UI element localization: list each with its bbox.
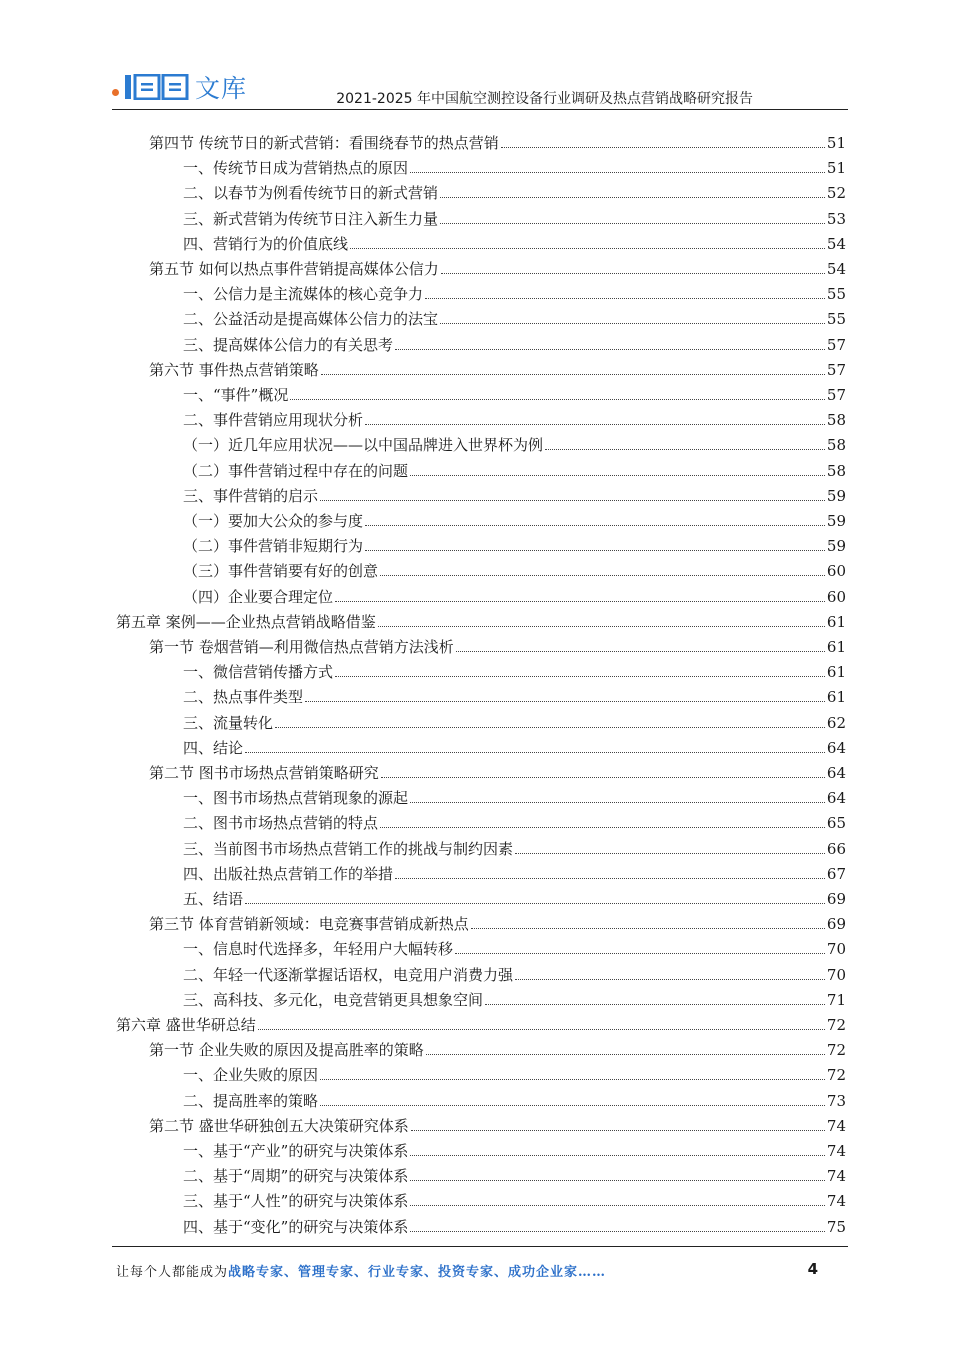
toc-entry[interactable]	[183, 858, 846, 883]
toc-leader-dots	[410, 1155, 825, 1156]
toc-entry-page: 66	[826, 839, 846, 858]
toc-entry[interactable]	[183, 581, 846, 606]
toc-entry[interactable]	[149, 354, 846, 379]
toc-leader-dots	[305, 701, 825, 702]
toc-entry[interactable]	[183, 1185, 846, 1210]
toc-leader-dots	[410, 1180, 825, 1181]
toc-leader-dots	[410, 475, 825, 476]
footer-slogan-prefix: 让每个人都能成为	[116, 1265, 229, 1280]
toc-entry[interactable]	[149, 1110, 846, 1135]
toc-entry-title: 三、事件营销的启示	[183, 486, 319, 505]
toc-entry[interactable]	[183, 782, 846, 807]
document-title: 2021-2025 年中国航空测控设备行业调研及热点营销战略研究报告	[336, 91, 753, 107]
toc-leader-dots	[381, 777, 825, 778]
toc-leader-dots	[350, 248, 825, 249]
toc-entry-page: 55	[826, 285, 846, 304]
toc-leader-dots	[378, 626, 825, 627]
footer-slogan-highlight: 战略专家、管理专家、行业专家、投资专家、成功企业家……	[228, 1265, 607, 1280]
toc-entry-page: 70	[826, 965, 846, 984]
toc-entry[interactable]	[116, 1009, 846, 1034]
toc-entry-page: 64	[826, 789, 846, 808]
toc-entry-title: 第一节 卷烟营销—利用微信热点营销方法浅析	[149, 638, 454, 656]
toc-entry-page: 59	[826, 486, 846, 505]
toc-entry[interactable]	[183, 329, 846, 354]
toc-entry-title: 三、提高媒体公信力的有关思考	[183, 335, 394, 354]
toc-entry[interactable]	[183, 984, 846, 1009]
toc-leader-dots	[380, 827, 825, 828]
toc-entry-title: 一、图书市场热点营销现象的源起	[183, 789, 409, 808]
toc-entry-page: 71	[826, 990, 846, 1009]
toc-entry-title: 第五节 如何以热点事件营销提高媒体公信力	[149, 260, 439, 278]
toc-leader-dots	[245, 752, 825, 753]
toc-entry[interactable]	[183, 404, 846, 429]
toc-leader-dots	[380, 575, 825, 576]
toc-entry-page: 54	[826, 234, 846, 253]
toc-entry-page: 62	[826, 713, 846, 732]
toc-leader-dots	[320, 500, 825, 501]
toc-leader-dots	[515, 853, 825, 854]
toc-entry-page: 65	[826, 814, 846, 833]
toc-entry-page: 61	[826, 638, 846, 656]
logo-mark-icon	[125, 74, 189, 100]
toc-entry-page: 59	[826, 512, 846, 530]
toc-entry-title: 四、结论	[183, 738, 244, 757]
toc-entry-page: 57	[826, 360, 846, 379]
toc-entry-page: 53	[826, 209, 846, 228]
toc-entry-page: 64	[826, 738, 846, 757]
toc-leader-dots	[365, 550, 825, 551]
toc-entry[interactable]	[149, 1034, 846, 1059]
toc-entry-title: （二）事件营销过程中存在的问题	[183, 461, 409, 480]
toc-leader-dots	[410, 802, 825, 803]
toc-entry[interactable]	[149, 253, 846, 278]
toc-leader-dots	[440, 223, 825, 224]
toc-entry-title: 一、传统节日成为营销热点的原因	[183, 159, 409, 178]
toc-leader-dots	[365, 525, 825, 526]
toc-entry-page: 51	[826, 159, 846, 178]
toc-entry[interactable]	[183, 379, 846, 404]
toc-entry-page: 75	[826, 1217, 846, 1236]
toc-entry-title: （三）事件营销要有好的创意	[183, 562, 379, 581]
toc-leader-dots	[471, 928, 825, 929]
toc-entry-title: 五、结语	[183, 890, 244, 908]
toc-leader-dots	[395, 349, 825, 350]
toc-entry[interactable]	[183, 1160, 846, 1185]
toc-entry-title: 三、基于“人性”的研究与决策体系	[183, 1192, 409, 1211]
toc-entry-title: 四、基于“变化”的研究与决策体系	[183, 1217, 409, 1236]
toc-leader-dots	[440, 197, 825, 198]
toc-entry[interactable]	[149, 757, 846, 782]
toc-entry-title: 二、基于“周期”的研究与决策体系	[183, 1167, 409, 1186]
toc-entry-page: 74	[826, 1142, 846, 1160]
toc-entry-title: （一）要加大公众的参与度	[183, 512, 364, 530]
toc-entry-page: 74	[826, 1167, 846, 1186]
toc-entry[interactable]	[183, 1059, 846, 1084]
toc-entry-page: 60	[826, 562, 846, 581]
toc-entry[interactable]	[116, 606, 846, 631]
header-divider	[112, 109, 848, 110]
toc-leader-dots	[545, 449, 825, 450]
toc-entry-title: 第六章 盛世华研总结	[116, 1016, 256, 1034]
toc-entry-title: 三、流量转化	[183, 713, 274, 732]
toc-entry-title: 三、高科技、多元化，电竞营销更具想象空间	[183, 990, 484, 1009]
toc-entry-title: 二、提高胜率的策略	[183, 1091, 319, 1110]
toc-entry-page: 58	[826, 461, 846, 480]
toc-entry-title: 二、事件营销应用现状分析	[183, 411, 364, 430]
toc-leader-dots	[455, 953, 825, 954]
toc-entry-title: 三、当前图书市场热点营销工作的挑战与制约因素	[183, 839, 514, 858]
toc-entry[interactable]	[183, 707, 846, 732]
toc-entry[interactable]	[183, 681, 846, 706]
page-number: 4	[807, 1260, 818, 1278]
toc-entry-page: 61	[826, 663, 846, 682]
toc-entry-title: 第三节 体育营销新领域：电竞赛事营销成新热点	[149, 915, 469, 934]
toc-leader-dots	[290, 399, 825, 400]
toc-entry-page: 52	[826, 184, 846, 203]
toc-leader-dots	[410, 1231, 825, 1232]
toc-entry-title: （四）企业要合理定位	[183, 587, 334, 606]
toc-entry-page: 74	[826, 1192, 846, 1211]
toc-entry[interactable]	[149, 908, 846, 933]
toc-leader-dots	[410, 1205, 825, 1206]
toc-leader-dots	[320, 1079, 825, 1080]
toc-entry[interactable]	[183, 807, 846, 832]
toc-entry-page: 72	[826, 1016, 846, 1034]
toc-entry-title: 二、热点事件类型	[183, 688, 304, 707]
toc-entry[interactable]	[183, 933, 846, 958]
toc-entry-title: 第四节 传统节日的新式营销：看围绕春节的热点营销	[149, 134, 499, 152]
toc-entry[interactable]	[149, 631, 846, 656]
toc-leader-dots	[365, 424, 825, 425]
toc-entry-title: 一、“事件”概况	[183, 386, 289, 404]
toc-entry-title: 一、基于“产业”的研究与决策体系	[183, 1142, 409, 1160]
toc-leader-dots	[515, 979, 825, 980]
toc-entry-page: 55	[826, 310, 846, 329]
toc-entry[interactable]	[183, 959, 846, 984]
toc-entry-title: 二、图书市场热点营销的特点	[183, 814, 379, 833]
toc-entry-page: 59	[826, 537, 846, 556]
toc-leader-dots	[335, 676, 825, 677]
toc-entry-title: 第二节 盛世华研独创五大决策研究体系	[149, 1116, 409, 1135]
toc-entry-page: 60	[826, 587, 846, 606]
toc-entry-title: 一、信息时代选择多，年轻用户大幅转移	[183, 940, 454, 959]
toc-leader-dots	[440, 323, 825, 324]
toc-entry-title: 第二节 图书市场热点营销策略研究	[149, 764, 379, 782]
toc-leader-dots	[320, 1105, 825, 1106]
toc-entry-title: 一、公信力是主流媒体的核心竞争力	[183, 285, 424, 304]
toc-entry[interactable]	[183, 278, 846, 303]
toc-entry-page: 69	[826, 915, 846, 934]
toc-entry[interactable]	[183, 1211, 846, 1236]
toc-entry-page: 73	[826, 1091, 846, 1110]
toc-entry-page: 57	[826, 335, 846, 354]
toc-entry-title: 四、出版社热点营销工作的举措	[183, 864, 394, 883]
toc-entry-title: 四、营销行为的价值底线	[183, 234, 349, 253]
toc-entry[interactable]	[183, 505, 846, 530]
toc-entry-page: 61	[826, 612, 846, 631]
toc-entry-page: 57	[826, 386, 846, 404]
footer-slogan	[116, 1261, 606, 1280]
toc-entry[interactable]	[183, 203, 846, 228]
toc-entry-page: 58	[826, 436, 846, 455]
toc-entry-title: 一、企业失败的原因	[183, 1066, 319, 1085]
toc-entry-page: 67	[826, 864, 846, 883]
toc-entry[interactable]	[149, 127, 846, 152]
toc-leader-dots	[275, 727, 825, 728]
footer-divider	[112, 1246, 848, 1247]
toc-leader-dots	[411, 1130, 825, 1131]
toc-entry-page: 72	[826, 1066, 846, 1085]
toc-leader-dots	[441, 273, 825, 274]
toc-leader-dots	[425, 298, 825, 299]
toc-leader-dots	[501, 147, 825, 148]
toc-entry-title: 二、公益活动是提高媒体公信力的法宝	[183, 310, 439, 329]
toc-entry-title: （一）近几年应用状况——以中国品牌进入世界杯为例	[183, 436, 544, 455]
toc-entry[interactable]	[183, 555, 846, 580]
toc-entry[interactable]	[183, 177, 846, 202]
toc-leader-dots	[258, 1029, 825, 1030]
toc-entry[interactable]	[183, 732, 846, 757]
toc-entry-title: 第六节 事件热点营销策略	[149, 360, 319, 379]
toc-leader-dots	[410, 172, 825, 173]
toc-entry[interactable]	[183, 480, 846, 505]
toc-leader-dots	[395, 878, 825, 879]
logo-text: 文库	[195, 74, 248, 103]
toc-entry-title: 第一节 企业失败的原因及提高胜率的策略	[149, 1041, 424, 1060]
toc-entry[interactable]	[183, 530, 846, 555]
toc-entry[interactable]	[183, 455, 846, 480]
toc-entry-page: 72	[826, 1041, 846, 1060]
toc-entry-page: 54	[826, 260, 846, 278]
toc-entry[interactable]	[183, 1135, 846, 1160]
toc-entry-page: 58	[826, 411, 846, 430]
logo-dot-icon	[112, 89, 119, 96]
toc-entry[interactable]	[183, 228, 846, 253]
toc-entry-title: 二、年轻一代逐渐掌握话语权，电竞用户消费力强	[183, 965, 514, 984]
toc-leader-dots	[335, 601, 825, 602]
toc-entry-title: 第五章 案例——企业热点营销战略借鉴	[116, 612, 376, 631]
toc-entry[interactable]	[183, 303, 846, 328]
toc-leader-dots	[245, 903, 825, 904]
toc-entry[interactable]	[183, 883, 846, 908]
toc-entry-page: 74	[826, 1116, 846, 1135]
toc-entry-page: 51	[826, 134, 846, 152]
toc-entry-page: 70	[826, 940, 846, 959]
toc-entry[interactable]	[183, 1085, 846, 1110]
toc-entry[interactable]	[183, 833, 846, 858]
toc-leader-dots	[321, 374, 825, 375]
toc-entry-page: 69	[826, 890, 846, 908]
toc-leader-dots	[426, 1054, 825, 1055]
toc-entry[interactable]	[183, 656, 846, 681]
toc-entry-page: 64	[826, 764, 846, 782]
toc-entry-title: 三、新式营销为传统节日注入新生力量	[183, 209, 439, 228]
toc-entry-title: （二）事件营销非短期行为	[183, 537, 364, 556]
toc-leader-dots	[485, 1004, 825, 1005]
toc-leader-dots	[456, 651, 825, 652]
toc-entry[interactable]	[183, 429, 846, 454]
toc-entry[interactable]	[183, 152, 846, 177]
toc-entry-title: 二、以春节为例看传统节日的新式营销	[183, 184, 439, 203]
toc-entry-title: 一、微信营销传播方式	[183, 663, 334, 682]
site-logo[interactable]	[112, 70, 247, 104]
toc-entry-page: 61	[826, 688, 846, 707]
